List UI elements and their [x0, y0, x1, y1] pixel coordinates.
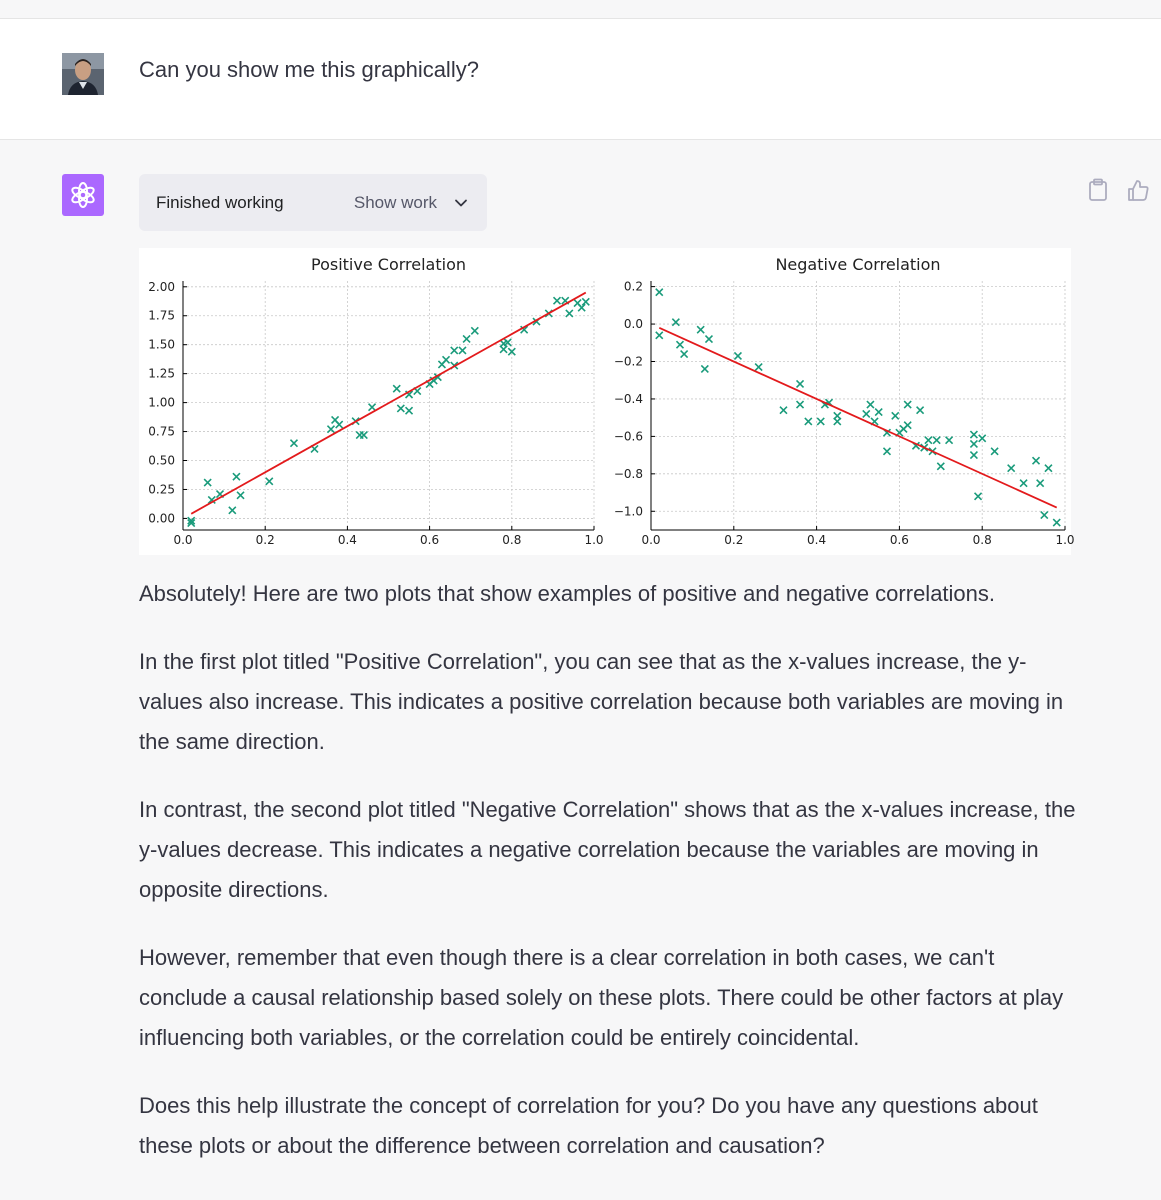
- negative-data-point: [1041, 512, 1048, 519]
- positive-fit-line: [191, 293, 586, 514]
- thumbs-up-icon[interactable]: [1127, 178, 1149, 202]
- positive-y-tick-label: 1.00: [148, 395, 175, 410]
- positive-data-point: [393, 385, 400, 392]
- positive-data-point: [582, 298, 589, 305]
- negative-x-tick-label: 0.8: [972, 533, 992, 547]
- negative-data-point: [780, 407, 787, 414]
- positive-y-tick-label: 2.00: [148, 279, 175, 294]
- negative-data-point: [1008, 465, 1015, 472]
- positive-data-point: [360, 432, 367, 439]
- negative-data-point: [979, 435, 986, 442]
- negative-data-point: [755, 364, 762, 371]
- positive-data-point: [566, 310, 573, 317]
- negative-data-point: [701, 365, 708, 372]
- positive-chart-title: Positive Correlation: [311, 255, 466, 274]
- negative-data-point: [797, 401, 804, 408]
- correlation-chart: [139, 248, 1075, 555]
- negative-data-point: [834, 418, 841, 425]
- positive-y-tick-label: 1.25: [148, 366, 175, 381]
- positive-x-tick-label: 0.6: [420, 533, 440, 547]
- positive-data-point: [229, 507, 236, 514]
- positive-y-tick-label: 0.50: [148, 453, 175, 468]
- negative-data-point: [970, 452, 977, 459]
- user-message-text: Can you show me this graphically?: [139, 57, 479, 82]
- negative-data-point: [681, 351, 688, 358]
- negative-data-point: [656, 289, 663, 296]
- negative-fit-line: [659, 328, 1056, 508]
- negative-data-point: [883, 448, 890, 455]
- positive-data-point: [369, 404, 376, 411]
- negative-data-point: [975, 493, 982, 500]
- work-status-label: Finished working: [156, 192, 284, 212]
- negative-data-point: [697, 326, 704, 333]
- positive-data-point: [237, 492, 244, 499]
- positive-data-point: [451, 347, 458, 354]
- positive-data-point: [290, 440, 297, 447]
- negative-x-tick-label: 0.4: [807, 533, 827, 547]
- top-strip: [0, 0, 1161, 19]
- negative-x-tick-label: 0.0: [641, 533, 661, 547]
- negative-data-point: [1033, 457, 1040, 464]
- positive-y-tick-label: 0.00: [148, 511, 175, 526]
- positive-y-tick-label: 0.25: [148, 482, 175, 497]
- positive-data-point: [443, 356, 450, 363]
- negative-y-tick-label: −1.0: [613, 504, 643, 519]
- negative-chart-title: Negative Correlation: [775, 255, 941, 274]
- positive-x-tick-label: 0.4: [337, 533, 357, 547]
- response-paragraph: In the first plot titled "Positive Correlation", you can see that as the x-values increase, the y-values also increase. This indicates a positive correlation because both variables are moving in the same direction.: [139, 649, 1064, 754]
- negative-data-point: [867, 401, 874, 408]
- chevron-down-icon: [453, 195, 469, 211]
- clipboard-icon[interactable]: [1087, 178, 1109, 202]
- positive-data-point: [397, 405, 404, 412]
- positive-data-point: [459, 347, 466, 354]
- positive-data-point: [554, 297, 561, 304]
- positive-x-tick-label: 0.8: [502, 533, 522, 547]
- message-actions: [1087, 178, 1149, 202]
- negative-data-point: [937, 463, 944, 470]
- assistant-message-row: [0, 140, 1161, 1200]
- negative-data-point: [917, 407, 924, 414]
- negative-data-point: [904, 401, 911, 408]
- negative-x-tick-label: 0.2: [724, 533, 744, 547]
- negative-data-point: [892, 412, 899, 419]
- negative-y-tick-label: −0.6: [613, 429, 643, 444]
- assistant-response: [139, 574, 1079, 1194]
- negative-y-tick-label: −0.8: [613, 466, 643, 481]
- negative-data-point: [875, 409, 882, 416]
- negative-data-point: [734, 352, 741, 359]
- positive-y-tick-label: 0.75: [148, 424, 175, 439]
- response-paragraph: Does this help illustrate the concept of correlation for you? Do you have any questions about these plots or about the difference between correlation and causation?: [139, 1093, 1038, 1158]
- negative-data-point: [676, 341, 683, 348]
- negative-x-tick-label: 1.0: [1055, 533, 1075, 547]
- negative-data-point: [797, 380, 804, 387]
- negative-data-point: [1037, 480, 1044, 487]
- negative-data-point: [1053, 519, 1060, 526]
- negative-data-point: [904, 422, 911, 429]
- positive-data-point: [327, 426, 334, 433]
- negative-data-point: [705, 336, 712, 343]
- positive-y-tick-label: 1.50: [148, 337, 175, 352]
- negative-data-point: [672, 319, 679, 326]
- positive-data-point: [233, 473, 240, 480]
- negative-y-tick-label: −0.2: [613, 354, 643, 369]
- positive-data-point: [463, 335, 470, 342]
- negative-y-tick-label: −0.4: [613, 391, 643, 406]
- positive-x-tick-label: 0.2: [255, 533, 275, 547]
- response-paragraph: Absolutely! Here are two plots that show examples of positive and negative correlations.: [139, 581, 996, 606]
- negative-y-tick-label: 0.2: [623, 279, 643, 294]
- positive-data-point: [406, 407, 413, 414]
- negative-data-point: [1020, 480, 1027, 487]
- response-paragraph: However, remember that even though there is a clear correlation in both cases, we can't conclude a causal relationship based solely on these plots. There could be other factors at play influencing both variables, or the correlation could be entirely coincidental.: [139, 945, 1064, 1050]
- show-work-button[interactable]: [354, 193, 469, 213]
- negative-data-point: [970, 440, 977, 447]
- negative-data-point: [805, 418, 812, 425]
- response-paragraph: In contrast, the second plot titled "Negative Correlation" shows that as the x-values increase, the y-values decrease. This indicates a negative correlation because the variables are moving in opposite directions.: [139, 797, 1076, 902]
- negative-data-point: [1045, 465, 1052, 472]
- negative-y-tick-label: 0.0: [623, 317, 643, 332]
- positive-y-tick-label: 1.75: [148, 308, 175, 323]
- correlation-figure: [139, 248, 1075, 555]
- positive-x-tick-label: 1.0: [584, 533, 604, 547]
- negative-data-point: [970, 431, 977, 438]
- negative-data-point: [991, 448, 998, 455]
- positive-data-point: [336, 421, 343, 428]
- show-work-label: Show work: [353, 192, 437, 212]
- negative-data-point: [933, 437, 940, 444]
- positive-x-tick-label: 0.0: [173, 533, 193, 547]
- positive-data-point: [471, 327, 478, 334]
- negative-x-tick-label: 0.6: [889, 533, 909, 547]
- negative-data-point: [946, 437, 953, 444]
- positive-data-point: [204, 479, 211, 486]
- negative-data-point: [925, 437, 932, 444]
- negative-data-point: [863, 410, 870, 417]
- positive-data-point: [578, 304, 585, 311]
- openai-logo-icon: [62, 174, 104, 216]
- work-status-panel[interactable]: [139, 174, 487, 231]
- negative-data-point: [656, 332, 663, 339]
- positive-data-point: [266, 478, 273, 485]
- negative-data-point: [817, 418, 824, 425]
- avatar: [62, 53, 104, 95]
- user-message-row: [0, 19, 1161, 140]
